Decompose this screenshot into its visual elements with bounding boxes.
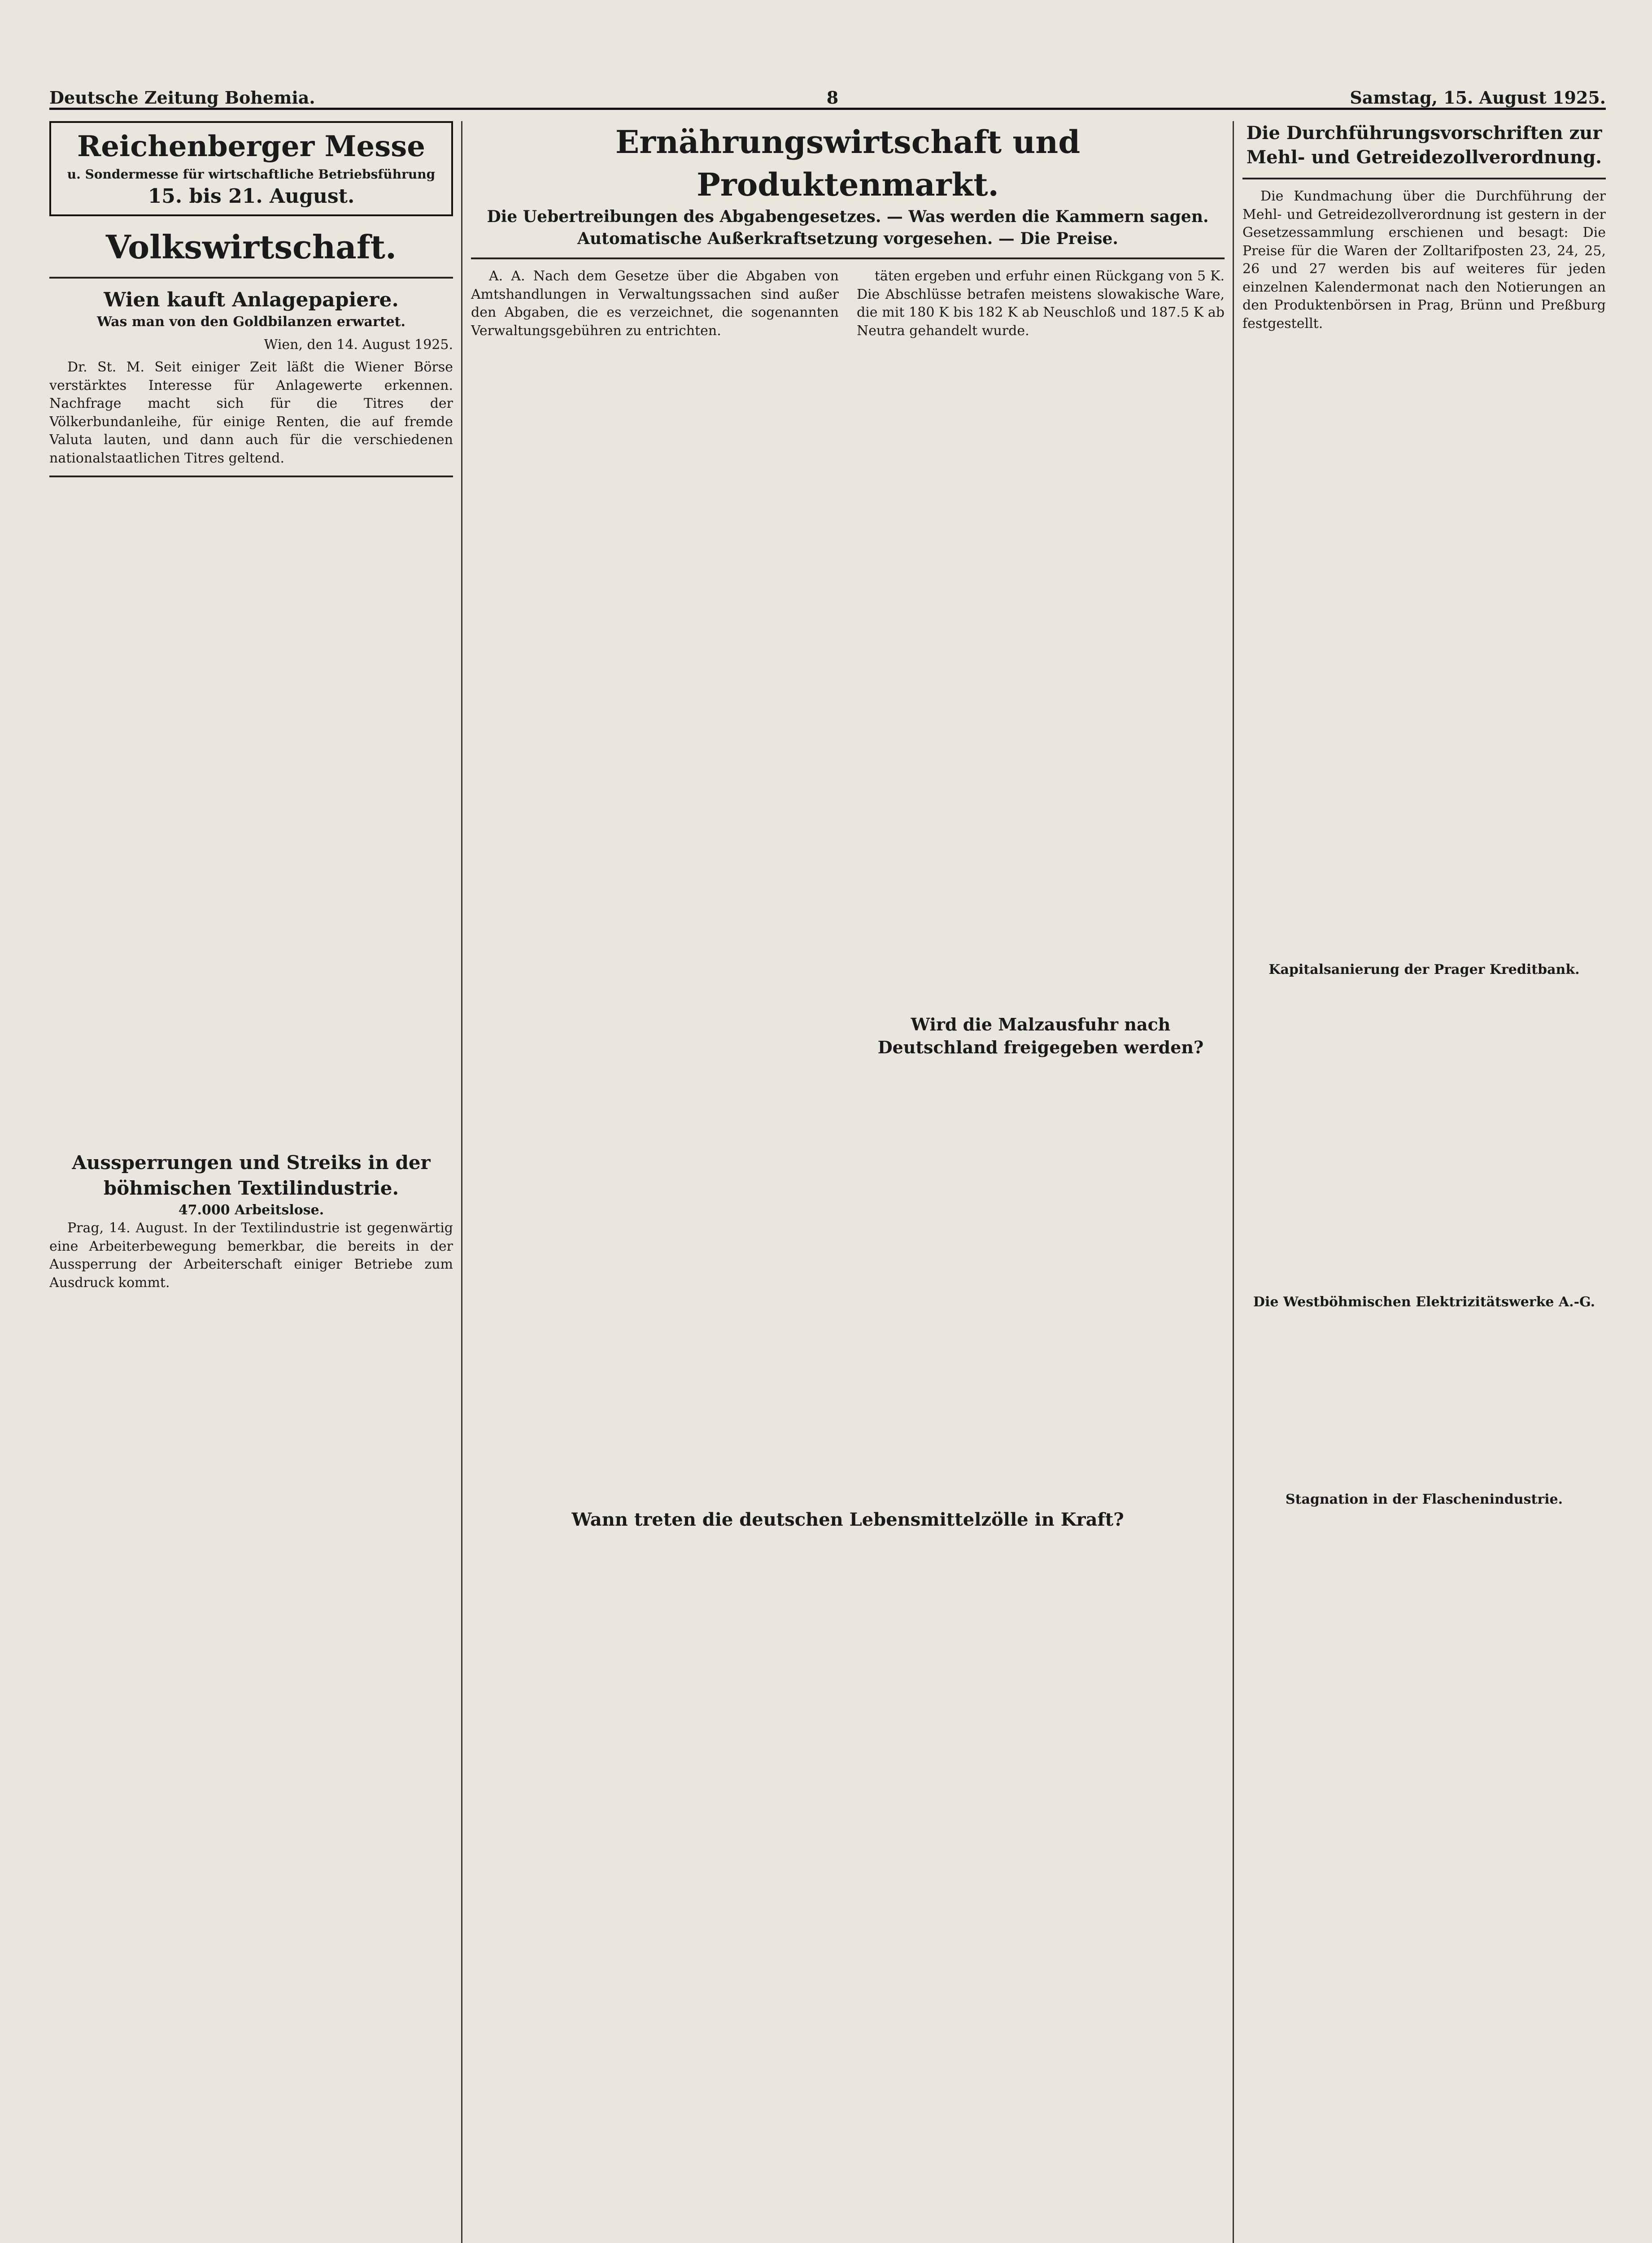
headline-3: Wann treten die deutschen Lebensmittelzölle in Kraft? <box>571 1509 1124 1530</box>
article-text: täten ergeben und erfuhr einen Rückgang von 5 K. Die Abschlüsse betrafen meistens slowakische Ware, die mit 180 K bis 182 K ab Neuschloß und 187.5 K ab Neutra gehandelt wurde. <box>857 268 1225 339</box>
masthead-left: Deutsche Zeitung Bohemia. <box>49 87 315 108</box>
column-3 <box>1242 121 1606 2243</box>
page-number: 8 <box>826 87 839 108</box>
headline-2: Aussperrungen und Streiks in der böhmischen Textilindustrie. <box>72 1152 431 1199</box>
headline: Wien kauft Anlagepapiere. <box>104 288 399 311</box>
article-text: Die Kundmachung über die Durchführung der Mehl- und Getreidezollverordnung ist gestern in der Gesetzessammlung erschienen und besagt: Die Preise für die Waren der Zolltarifposten 23, 24, 25, 26 und 27 werden bis auf weiteres für jeden einzelnen Kalendermonat nach den Notierungen an den Produktenbörsen in Prag, Brünn und Preßburg festgestellt. <box>1242 188 1606 332</box>
ad-title: Reichenberger Messe <box>77 130 425 163</box>
advertisement <box>49 121 453 216</box>
main-deck: Die Uebertreibungen des Abgabengesetzes. — Was werden die Kammern sagen. Automatische Außerkraftsetzung vorgesehen. — Die Preise. <box>487 207 1209 248</box>
headline-4: Stagnation in der Flaschenindustrie. <box>1285 1492 1563 1507</box>
dateline: Wien, den 14. August 1925. <box>264 336 453 353</box>
subline: Was man von den Goldbilanzen erwartet. <box>97 314 405 330</box>
article-text: Dr. St. M. Seit einiger Zeit läßt die Wiener Börse verstärktes Interesse für Anlagewerte erkennen. Nachfrage macht sich für die Titres der Völkerbundanleihe, für einige Renten, die auf fremde Valuta lauten, und dann auch für die verschiedenen nationalstaatlichen Titres geltend. <box>49 359 453 466</box>
newspaper-page <box>49 76 1606 2243</box>
subline-2: 47.000 Arbeitslose. <box>178 1202 324 1218</box>
masthead-date: Samstag, 15. August 1925. <box>1350 87 1606 108</box>
masthead <box>49 76 1606 110</box>
column-2b <box>857 267 1225 1059</box>
ad-dates: 15. bis 21. August. <box>148 185 355 208</box>
column-1 <box>49 121 453 2243</box>
headline: Die Durchführungsvorschriften zur Mehl- und Getreidezollverordnung. <box>1246 122 1602 168</box>
article-text: A. A. Nach dem Gesetze über die Abgaben von Amtshandlungen in Verwaltungssachen sind außer den Abgaben, die es verzeichnet, die sogenannten Verwaltungsgebühren zu entrichten. <box>471 268 839 339</box>
article-text-2: Prag, 14. August. In der Textilindustrie ist gegenwärtig eine Arbeiterbewegung bemerkbar, die bereits in der Aussperrung der Arbeiterschaft einiger Betriebe zum Ausdruck kommt. <box>49 1220 453 1291</box>
main-headline: Ernährungswirtschaft und Produktenmarkt. <box>615 123 1081 203</box>
ad-sub: u. Sondermesse für wirtschaftliche Betriebsführung <box>67 167 436 182</box>
column-2 <box>471 121 1225 2243</box>
headline-2: Kapitalsanierung der Prager Kreditbank. <box>1268 962 1580 977</box>
headline-2: Wird die Malzausfuhr nach Deutschland freigegeben werden? <box>877 1014 1204 1058</box>
column-2a <box>471 267 839 1059</box>
headline-3: Die Westböhmischen Elektrizitätswerke A.-G. <box>1253 1294 1595 1310</box>
section-title: Volkswirtschaft. <box>105 227 397 266</box>
